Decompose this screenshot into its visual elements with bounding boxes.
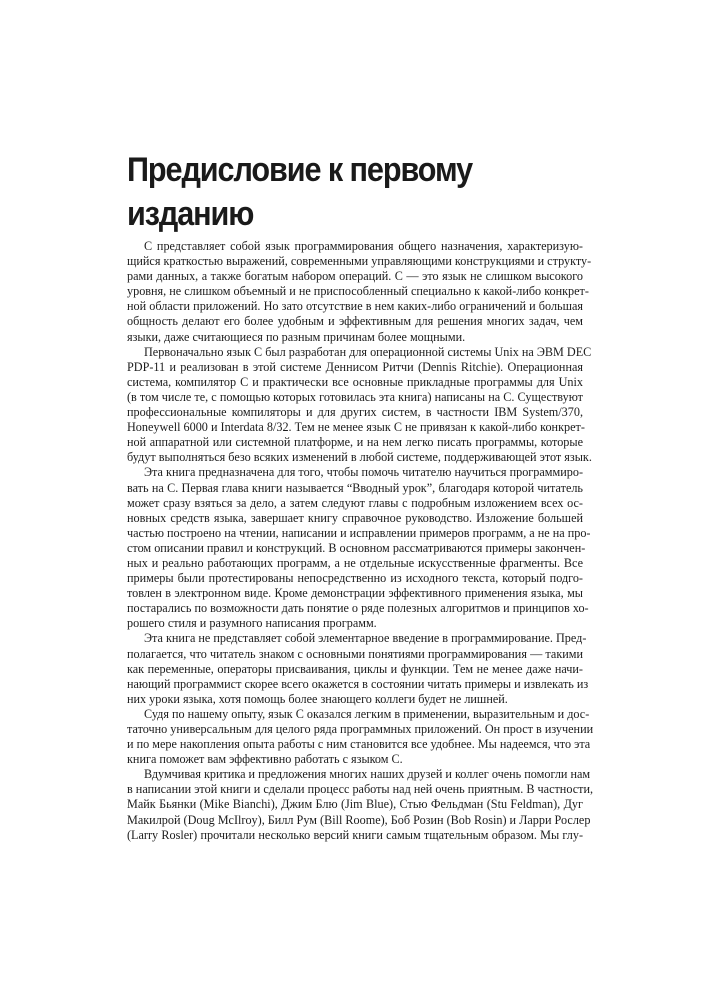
text-line: стом описании правил и конструкций. В основном рассматриваются примеры закончен- xyxy=(127,540,586,555)
text-line: нающий программист скорее всего окажется в состоянии читать примеры и извлекать из xyxy=(127,676,589,691)
text-line: PDP-11 и реализован в этой системе Деннисом Ритчи (Dennis Ritchie). Операционная xyxy=(127,359,583,374)
text-line: частью построено на чтении, написании и исправлении примеров программ, а не на про- xyxy=(127,525,591,540)
text-line: и по мере накопления опыта работы с ним становится все удобнее. Мы надеемся, что эта xyxy=(127,737,591,752)
text-line: рами данных, а также богатым набором операций. С — это язык не слишком высокого xyxy=(127,269,583,284)
paragraph xyxy=(127,767,594,842)
text-line: С представляет собой язык программирования общего назначения, характеризую- xyxy=(144,239,583,253)
text-line: Эта книга не представляет собой элементарное введение в программирование. Пред- xyxy=(144,631,587,646)
text-line: система, компилятор С и практически все основные прикладные программы для Unix xyxy=(127,374,583,389)
paragraph xyxy=(127,706,594,767)
text-line: ной аппаратной или системной платформе, и на нем легко писать программы, которые xyxy=(127,435,583,450)
text-line: Эта книга предназначена для того, чтобы помочь читателю научиться программиро- xyxy=(144,465,583,480)
text-line: ной области приложений. Но зато отсутствие в нем каких-либо ограничений и большая xyxy=(127,299,583,314)
text-line: новных средств языка, завершает книгу справочное руководство. Изложение большей xyxy=(127,510,583,525)
text-line: ных и реально работающих программ, а не отдельные искусственные фрагменты. Все xyxy=(127,555,583,570)
text-line: языки, даже считающиеся по разным причинам более мощными. xyxy=(127,329,466,344)
text-line: Honeywell 6000 и Interdata 8/32. Тем не менее язык С не привязан к какой-либо конкрет- xyxy=(127,420,585,435)
text-line: (Larry Rosler) прочитали несколько версий книги самым тщательным образом. Мы глу- xyxy=(127,827,583,842)
chapter-title-line-1: Предисловие к первому xyxy=(127,151,473,189)
text-line: них уроки языка, хотя помощь более знающего коллеги будет не лишней. xyxy=(127,691,508,706)
chapter-title-line-2: изданию xyxy=(127,195,254,233)
text-line: Первоначально язык С был разработан для операционной системы Unix на ЭВМ DEC xyxy=(144,344,592,359)
text-line: примеры были протестированы непосредственно из исходного текста, который подго- xyxy=(127,571,583,586)
text-line: профессиональные компиляторы и для других систем, в частности IBM System/370, xyxy=(127,405,583,420)
paragraph xyxy=(127,465,591,631)
text-line: Вдумчивая критика и предложения многих наших друзей и коллег очень помогли нам xyxy=(144,767,591,782)
paragraph xyxy=(127,344,592,466)
text-line: Судя по нашему опыту, язык С оказался легким в применении, выразительным и дос- xyxy=(144,706,590,721)
text-line: может сразу взяться за дело, а затем следуют главы с подробным изложением всех ос- xyxy=(127,495,583,510)
text-line: уровня, не слишком объемный и не приспособленный специально к какой-либо конкрет- xyxy=(127,284,589,299)
text-line: полагается, что читатель знаком с основными понятиями программирования — такими xyxy=(127,646,583,661)
text-line: в написании этой книги и сделали процесс работы над ней очень приятным. В частности, xyxy=(127,782,594,797)
paragraph xyxy=(127,239,592,345)
text-line: товлен в электронном виде. Кроме демонстрации эффективного применения языка, мы xyxy=(127,586,583,601)
text-line: вать на С. Первая глава книги называется “Вводный урок”, благодаря которой читатель xyxy=(127,480,583,495)
text-line: Макилрой (Doug McIlroy), Билл Рум (Bill Roome), Боб Розин (Bob Rosin) и Ларри Рослер xyxy=(127,812,591,827)
text-line: Майк Бьянки (Mike Bianchi), Джим Блю (Jim Blue), Стью Фельдман (Stu Feldman), Дуг xyxy=(127,797,583,812)
body-text xyxy=(127,239,594,843)
text-line: щийся краткостью выражений, современными управляющими конструкциями и структу- xyxy=(127,254,592,269)
text-line: постарались по возможности дать понятие о ряде полезных алгоритмов и принципов хо- xyxy=(127,601,589,616)
text-line: (в том числе те, с помощью которых готовилась эта книга) написаны на С. Существуют xyxy=(127,389,583,404)
paragraph xyxy=(127,631,589,706)
text-line: книга поможет вам эффективно работать с языком С. xyxy=(127,752,403,767)
text-line: общность делают его более удобным и эффективным для решения многих задач, чем xyxy=(127,314,583,329)
text-line: таточно универсальным для целого ряда программных приложений. Он прост в изучении xyxy=(127,722,594,736)
text-line: как переменные, операторы присваивания, циклы и функции. Тем не менее даже начи- xyxy=(127,661,583,676)
text-line: будут выполняться безо всяких изменений в любой системе, поддерживающей этот язык. xyxy=(127,450,592,465)
chapter-title xyxy=(127,148,541,236)
text-line: рошего стиля и разумного написания программ. xyxy=(127,616,377,631)
